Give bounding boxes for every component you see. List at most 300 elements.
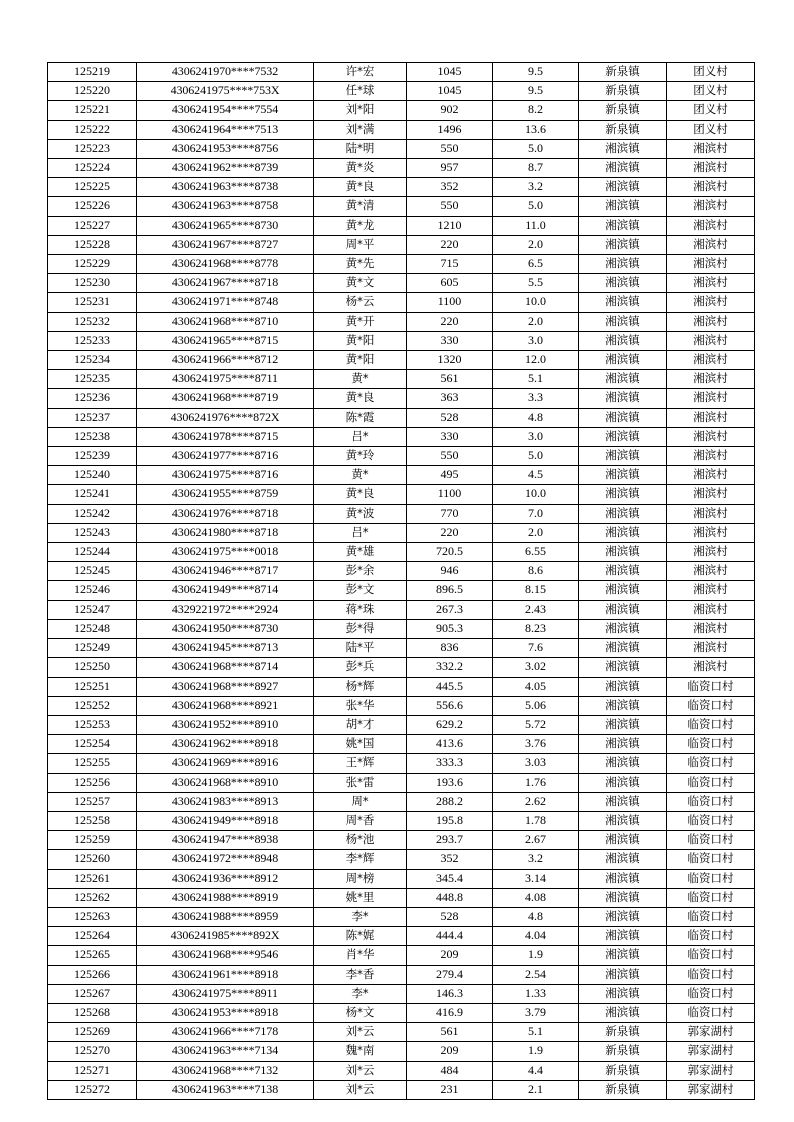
cell-id-card-text: 4306241962****8918 (171, 736, 279, 751)
cell-town (579, 447, 667, 466)
cell-id-card (137, 927, 314, 946)
cell-id-card-text: 4306241968****8719 (171, 390, 279, 405)
cell-id-card-text: 4306241968****8710 (171, 313, 279, 328)
cell-rate-text: 3.2 (528, 851, 543, 866)
cell-serial-text: 125225 (74, 179, 110, 194)
cell-serial-text: 125238 (74, 428, 110, 443)
cell-amount-text: 193.6 (436, 774, 463, 789)
cell-serial-text: 125247 (74, 601, 110, 616)
cell-amount (407, 255, 493, 274)
cell-town (579, 1003, 667, 1022)
cell-name (314, 600, 407, 619)
cell-village-text: 湘滨村 (693, 390, 728, 405)
cell-name-text: 彭*文 (345, 582, 375, 597)
cell-amount (407, 869, 493, 888)
cell-village-text: 临资口村 (687, 793, 734, 808)
cell-id-card-text: 4306241955****8759 (171, 486, 279, 501)
cell-amount-text: 363 (440, 390, 459, 405)
cell-town (579, 792, 667, 811)
cell-id-card (137, 523, 314, 542)
cell-id-card (137, 389, 314, 408)
cell-id-card (137, 235, 314, 254)
table-row (48, 754, 755, 773)
cell-village-text: 湘滨村 (693, 601, 728, 616)
cell-name-text: 杨*文 (345, 1004, 375, 1019)
cell-rate-text: 5.0 (528, 448, 543, 463)
cell-id-card (137, 197, 314, 216)
cell-serial (48, 946, 137, 965)
cell-rate (493, 946, 579, 965)
cell-rate-text: 2.0 (528, 524, 543, 539)
cell-serial (48, 619, 137, 638)
table-row (48, 447, 755, 466)
cell-id-card-text: 4306241983****8913 (171, 793, 279, 808)
records-table (47, 62, 755, 1100)
cell-name-text: 李*香 (345, 966, 375, 981)
cell-id-card-text: 4306241952****8910 (171, 716, 279, 731)
cell-id-card (137, 427, 314, 446)
cell-town (579, 178, 667, 197)
cell-town (579, 216, 667, 235)
table-row (48, 888, 755, 907)
cell-name (314, 274, 407, 293)
cell-name-text: 刘*云 (345, 1081, 375, 1096)
cell-village (667, 811, 755, 830)
cell-amount-text: 556.6 (436, 697, 463, 712)
cell-village (667, 139, 755, 158)
cell-amount (407, 235, 493, 254)
table-row (48, 811, 755, 830)
cell-village-text: 湘滨村 (693, 140, 728, 155)
cell-serial-text: 125239 (74, 448, 110, 463)
cell-village (667, 447, 755, 466)
cell-amount-text: 605 (440, 275, 459, 290)
cell-amount-text: 333.3 (436, 755, 463, 770)
cell-village-text: 湘滨村 (693, 198, 728, 213)
cell-serial-text: 125235 (74, 371, 110, 386)
cell-town-text: 湘滨镇 (605, 428, 640, 443)
cell-name (314, 984, 407, 1003)
cell-amount-text: 905.3 (436, 620, 463, 635)
cell-rate (493, 1061, 579, 1080)
cell-town (579, 139, 667, 158)
cell-village-text: 湘滨村 (693, 659, 728, 674)
table-row (48, 485, 755, 504)
cell-village (667, 159, 755, 178)
cell-town-text: 湘滨镇 (605, 486, 640, 501)
cell-village-text: 团义村 (693, 83, 728, 98)
table-row (48, 600, 755, 619)
cell-village-text: 临资口村 (687, 774, 734, 789)
cell-village-text: 临资口村 (687, 851, 734, 866)
cell-rate-text: 1.76 (525, 774, 546, 789)
cell-serial-text: 125253 (74, 716, 110, 731)
cell-serial (48, 984, 137, 1003)
table-row (48, 907, 755, 926)
cell-name-text: 肖*华 (345, 947, 375, 962)
cell-rate-text: 2.62 (525, 793, 546, 808)
cell-amount-text: 957 (440, 160, 459, 175)
cell-name (314, 370, 407, 389)
cell-name-text: 周*榜 (345, 870, 375, 885)
cell-id-card (137, 159, 314, 178)
cell-town (579, 677, 667, 696)
cell-town (579, 389, 667, 408)
cell-amount-text: 220 (440, 236, 459, 251)
cell-id-card-text: 4306241975****8911 (172, 985, 278, 1000)
table-row (48, 293, 755, 312)
cell-amount-text: 267.3 (436, 601, 463, 616)
cell-town-text: 湘滨镇 (605, 736, 640, 751)
cell-village-text: 郭家湖村 (687, 1062, 734, 1077)
cell-town (579, 639, 667, 658)
cell-serial-text: 125240 (74, 467, 110, 482)
cell-name-text: 黄*先 (345, 256, 375, 271)
cell-amount (407, 1061, 493, 1080)
cell-serial (48, 235, 137, 254)
cell-id-card-text: 4306241967****8718 (171, 275, 279, 290)
cell-village (667, 1023, 755, 1042)
cell-id-card-text: 4306241977****8716 (171, 448, 279, 463)
cell-name (314, 120, 407, 139)
cell-rate-text: 12.0 (525, 352, 546, 367)
cell-town-text: 新泉镇 (605, 64, 640, 78)
cell-serial (48, 504, 137, 523)
table-row (48, 255, 755, 274)
cell-serial (48, 658, 137, 677)
cell-amount-text: 896.5 (436, 582, 463, 597)
cell-serial (48, 869, 137, 888)
cell-rate-text: 10.0 (525, 486, 546, 501)
cell-amount-text: 345.4 (436, 870, 463, 885)
cell-village (667, 831, 755, 850)
cell-village-text: 临资口村 (687, 755, 734, 770)
cell-name-text: 黄*良 (345, 390, 375, 405)
cell-village (667, 1061, 755, 1080)
cell-serial (48, 159, 137, 178)
cell-town-text: 湘滨镇 (605, 774, 640, 789)
cell-town (579, 715, 667, 734)
cell-amount (407, 274, 493, 293)
cell-serial-text: 125259 (74, 832, 110, 847)
cell-town-text: 湘滨镇 (605, 947, 640, 962)
cell-id-card (137, 600, 314, 619)
cell-village (667, 658, 755, 677)
cell-serial-text: 125260 (74, 851, 110, 866)
cell-rate (493, 811, 579, 830)
cell-village (667, 946, 755, 965)
cell-id-card-text: 4306241971****8748 (171, 294, 279, 309)
cell-id-card-text: 4306241975****8711 (172, 371, 278, 386)
cell-amount-text: 550 (440, 140, 459, 155)
cell-id-card-text: 4306241978****8715 (171, 428, 279, 443)
cell-id-card-text: 4306241975****0018 (171, 544, 279, 559)
cell-id-card (137, 811, 314, 830)
cell-serial-text: 125246 (74, 582, 110, 597)
cell-id-card-text: 4306241962****8739 (171, 160, 279, 175)
cell-village-text: 湘滨村 (693, 275, 728, 290)
table-row (48, 696, 755, 715)
cell-serial (48, 1023, 137, 1042)
cell-id-card (137, 1003, 314, 1022)
table-row (48, 159, 755, 178)
cell-amount (407, 984, 493, 1003)
cell-rate (493, 216, 579, 235)
cell-name (314, 139, 407, 158)
cell-amount (407, 715, 493, 734)
cell-town (579, 427, 667, 446)
cell-rate (493, 293, 579, 312)
cell-amount (407, 888, 493, 907)
cell-name-text: 刘*云 (345, 1062, 375, 1077)
cell-amount (407, 120, 493, 139)
cell-id-card-text: 4306241946****8717 (171, 563, 279, 578)
cell-amount-text: 279.4 (436, 966, 463, 981)
cell-id-card (137, 139, 314, 158)
cell-town (579, 504, 667, 523)
cell-name (314, 754, 407, 773)
cell-village (667, 235, 755, 254)
cell-village-text: 郭家湖村 (687, 1043, 734, 1058)
cell-name-text: 任*球 (345, 83, 375, 98)
cell-name-text: 陈*娓 (345, 928, 375, 943)
cell-village-text: 湘滨村 (693, 236, 728, 251)
cell-name-text: 陈*霞 (345, 409, 375, 424)
cell-town-text: 湘滨镇 (605, 563, 640, 578)
cell-id-card-text: 4306241966****7178 (171, 1024, 279, 1039)
cell-serial (48, 523, 137, 542)
cell-id-card (137, 82, 314, 101)
cell-name (314, 543, 407, 562)
cell-serial (48, 197, 137, 216)
cell-amount (407, 523, 493, 542)
cell-rate-text: 4.8 (528, 409, 543, 424)
cell-amount-text: 195.8 (436, 812, 463, 827)
cell-id-card (137, 274, 314, 293)
cell-serial-text: 125223 (74, 140, 110, 155)
cell-id-card-text: 4306241953****8918 (171, 1004, 279, 1019)
cell-id-card (137, 178, 314, 197)
cell-serial (48, 696, 137, 715)
cell-name-text: 杨*池 (345, 832, 375, 847)
cell-name (314, 389, 407, 408)
cell-rate (493, 197, 579, 216)
cell-village (667, 274, 755, 293)
cell-id-card (137, 1042, 314, 1061)
cell-amount (407, 811, 493, 830)
cell-serial-text: 125222 (74, 121, 110, 136)
cell-serial (48, 965, 137, 984)
cell-id-card-text: 4306241947****8938 (171, 832, 279, 847)
table-row (48, 82, 755, 101)
cell-name-text: 黄*炎 (345, 160, 375, 175)
cell-amount (407, 1042, 493, 1061)
cell-rate (493, 850, 579, 869)
cell-rate-text: 13.6 (525, 121, 546, 136)
cell-name (314, 101, 407, 120)
table-row (48, 370, 755, 389)
cell-rate-text: 3.02 (525, 659, 546, 674)
cell-serial (48, 351, 137, 370)
table-row (48, 523, 755, 542)
cell-rate-text: 5.1 (528, 371, 543, 386)
cell-rate (493, 696, 579, 715)
cell-serial (48, 754, 137, 773)
cell-village (667, 619, 755, 638)
cell-town-text: 湘滨镇 (605, 544, 640, 559)
cell-town-text: 湘滨镇 (605, 678, 640, 693)
table-row (48, 543, 755, 562)
cell-amount-text: 550 (440, 198, 459, 213)
cell-town (579, 984, 667, 1003)
cell-name (314, 1061, 407, 1080)
cell-rate-text: 8.6 (528, 563, 543, 578)
cell-town (579, 754, 667, 773)
cell-serial-text: 125257 (74, 793, 110, 808)
cell-id-card-text: 4306241963****7134 (171, 1043, 279, 1058)
cell-town (579, 120, 667, 139)
cell-village-text: 临资口村 (687, 947, 734, 962)
cell-town-text: 湘滨镇 (605, 659, 640, 674)
cell-amount (407, 1080, 493, 1099)
cell-rate-text: 3.3 (528, 390, 543, 405)
cell-serial (48, 331, 137, 350)
cell-town (579, 1023, 667, 1042)
cell-town (579, 735, 667, 754)
cell-amount-text: 444.4 (436, 928, 463, 943)
cell-serial (48, 63, 137, 82)
cell-serial (48, 1061, 137, 1080)
cell-serial-text: 125258 (74, 812, 110, 827)
cell-village (667, 216, 755, 235)
cell-name (314, 331, 407, 350)
cell-id-card (137, 543, 314, 562)
cell-village (667, 984, 755, 1003)
cell-rate-text: 2.0 (528, 236, 543, 251)
cell-id-card (137, 370, 314, 389)
cell-village (667, 427, 755, 446)
cell-town-text: 湘滨镇 (605, 217, 640, 232)
cell-amount (407, 101, 493, 120)
cell-rate-text: 5.0 (528, 198, 543, 213)
cell-name (314, 1080, 407, 1099)
cell-town (579, 696, 667, 715)
cell-village-text: 临资口村 (687, 889, 734, 904)
cell-serial (48, 120, 137, 139)
cell-serial-text: 125236 (74, 390, 110, 405)
cell-rate (493, 82, 579, 101)
cell-serial (48, 82, 137, 101)
cell-name-text: 魏*南 (345, 1043, 375, 1058)
table-row (48, 101, 755, 120)
cell-name-text: 周*平 (345, 236, 375, 251)
cell-id-card-text: 4306241963****8758 (171, 198, 279, 213)
table-row (48, 466, 755, 485)
cell-serial (48, 792, 137, 811)
cell-town (579, 1042, 667, 1061)
cell-rate (493, 120, 579, 139)
cell-name (314, 216, 407, 235)
cell-rate (493, 331, 579, 350)
cell-town (579, 888, 667, 907)
cell-rate-text: 9.5 (528, 64, 543, 78)
cell-village-text: 湘滨村 (693, 256, 728, 271)
cell-amount (407, 639, 493, 658)
cell-id-card (137, 639, 314, 658)
cell-amount-text: 836 (440, 640, 459, 655)
cell-serial (48, 639, 137, 658)
table-row (48, 735, 755, 754)
cell-village-text: 郭家湖村 (687, 1081, 734, 1096)
cell-amount (407, 331, 493, 350)
cell-town-text: 新泉镇 (605, 1024, 640, 1039)
cell-id-card (137, 907, 314, 926)
table-row (48, 178, 755, 197)
cell-amount-text: 231 (440, 1081, 459, 1096)
cell-village-text: 湘滨村 (693, 428, 728, 443)
cell-rate (493, 888, 579, 907)
cell-village-text: 湘滨村 (693, 409, 728, 424)
cell-id-card-text: 4306241969****8916 (171, 755, 279, 770)
cell-rate-text: 8.15 (525, 582, 546, 597)
cell-amount-text: 445.5 (436, 678, 463, 693)
cell-town-text: 湘滨镇 (605, 928, 640, 943)
cell-serial (48, 255, 137, 274)
cell-rate-text: 2.54 (525, 966, 546, 981)
cell-amount (407, 159, 493, 178)
cell-id-card-text: 4306241965****8715 (171, 332, 279, 347)
cell-serial-text: 125228 (74, 236, 110, 251)
cell-id-card-text: 4306241950****8730 (171, 620, 279, 635)
cell-rate-text: 1.9 (528, 1043, 543, 1058)
cell-village (667, 293, 755, 312)
cell-amount-text: 720.5 (436, 544, 463, 559)
cell-village-text: 湘滨村 (693, 332, 728, 347)
cell-rate (493, 427, 579, 446)
table-row (48, 504, 755, 523)
cell-town-text: 湘滨镇 (605, 371, 640, 386)
cell-name (314, 351, 407, 370)
cell-rate (493, 485, 579, 504)
cell-town (579, 63, 667, 82)
cell-village (667, 735, 755, 754)
cell-serial-text: 125272 (74, 1081, 110, 1096)
table-row (48, 581, 755, 600)
cell-rate-text: 8.7 (528, 160, 543, 175)
cell-serial (48, 600, 137, 619)
table-row (48, 197, 755, 216)
cell-town-text: 湘滨镇 (605, 716, 640, 731)
table-row (48, 619, 755, 638)
cell-village-text: 湘滨村 (693, 582, 728, 597)
cell-serial-text: 125267 (74, 985, 110, 1000)
cell-town-text: 新泉镇 (605, 121, 640, 136)
cell-rate (493, 351, 579, 370)
cell-town-text: 新泉镇 (605, 102, 640, 117)
cell-rate-text: 4.5 (528, 467, 543, 482)
table-row (48, 351, 755, 370)
cell-rate-text: 6.55 (525, 544, 546, 559)
cell-serial-text: 125252 (74, 697, 110, 712)
cell-village (667, 312, 755, 331)
cell-rate-text: 7.0 (528, 505, 543, 520)
table-row (48, 63, 755, 82)
cell-serial-text: 125269 (74, 1024, 110, 1039)
cell-village-text: 团义村 (693, 64, 728, 78)
cell-amount-text: 561 (440, 1024, 459, 1039)
cell-name (314, 946, 407, 965)
cell-serial (48, 427, 137, 446)
